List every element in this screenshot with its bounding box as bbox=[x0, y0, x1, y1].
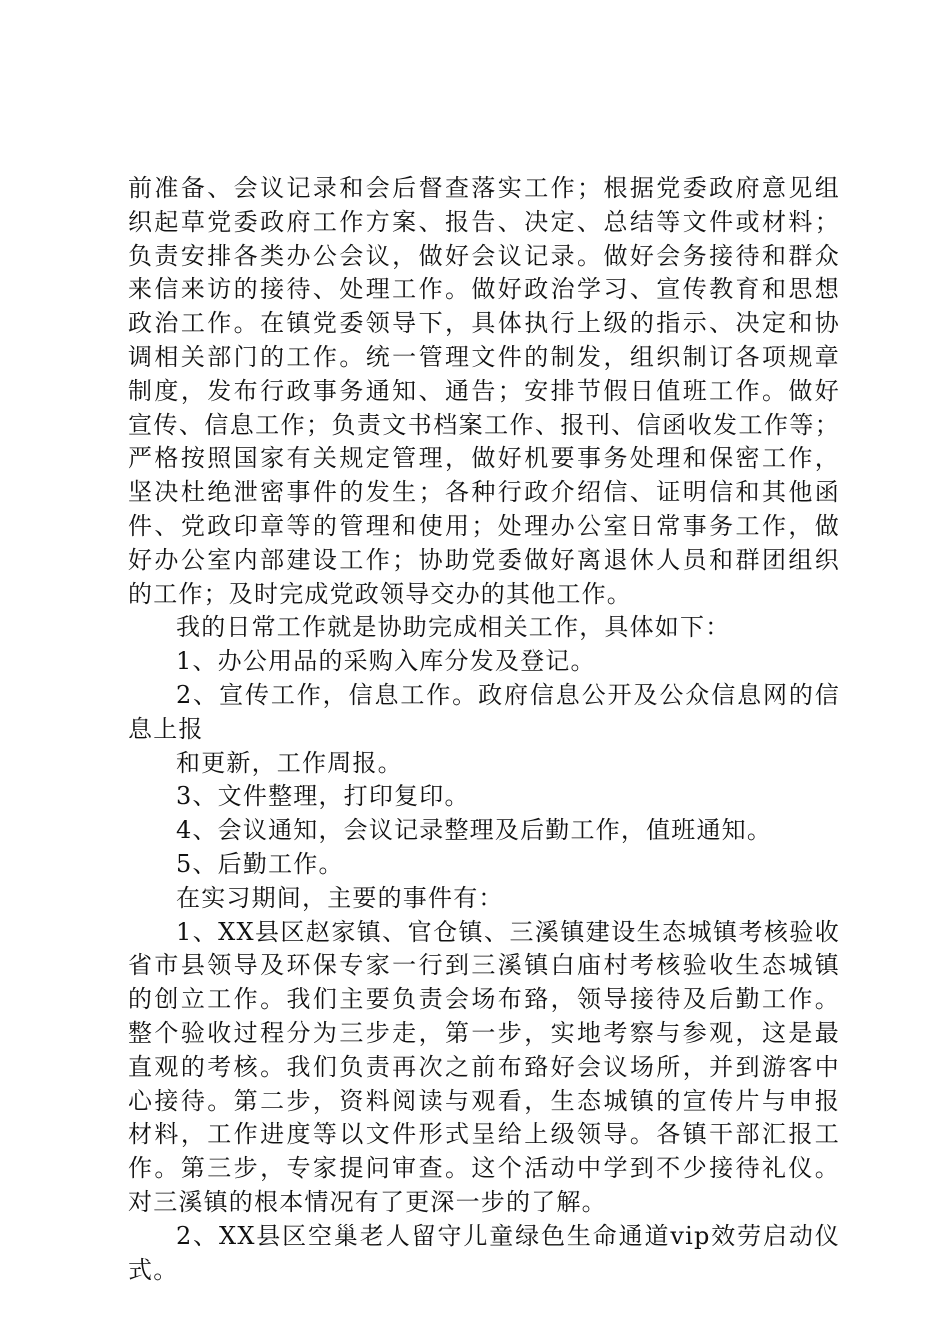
text-line: 严格按照国家有关规定管理，做好机要事务处理和保密工作， bbox=[128, 444, 840, 473]
text-line: 负责安排各类办公会议，做好会议记录。做好会务接待和群众 bbox=[128, 241, 840, 270]
text-line: 1、办公用品的采购入库分发及登记。 bbox=[176, 647, 596, 676]
text-line: 心接待。第二步，资料阅读与观看，生态城镇的宣传片与申报 bbox=[128, 1086, 840, 1115]
text-line: 我的日常工作就是协助完成相关工作，具体如下： bbox=[176, 613, 731, 642]
text-line: 调相关部门的工作。统一管理文件的制发，组织制订各项规章 bbox=[128, 342, 840, 371]
text-line: 政治工作。在镇党委领导下，具体执行上级的指示、决定和协 bbox=[128, 309, 840, 338]
text-line: 2、宣传工作，信息工作。政府信息公开及公众信息网的信 bbox=[176, 680, 840, 709]
text-line: 在实习期间，主要的事件有： bbox=[176, 883, 504, 912]
text-line: 织起草党委政府工作方案、报告、决定、总结等文件或材料； bbox=[128, 207, 840, 236]
text-line: 式。 bbox=[128, 1255, 179, 1284]
text-line: 宣传、信息工作；负责文书档案工作、报刊、信函收发工作等； bbox=[128, 410, 840, 439]
text-line: 好办公室内部建设工作；协助党委做好离退休人员和群团组织 bbox=[128, 545, 840, 574]
text-line: 坚决杜绝泄密事件的发生；各种行政介绍信、证明信和其他函 bbox=[128, 478, 840, 507]
text-line: 来信来访的接待、处理工作。做好政治学习、宣传教育和思想 bbox=[128, 275, 840, 304]
text-line: 材料，工作进度等以文件形式呈给上级领导。各镇干部汇报工 bbox=[128, 1120, 840, 1149]
text-line: 直观的考核。我们负责再次之前布臵好会议场所，并到游客中 bbox=[128, 1052, 840, 1081]
text-line: 5、后勤工作。 bbox=[176, 849, 344, 878]
text-line: 2、XX县区空巢老人留守儿童绿色生命通道vip效劳启动仪 bbox=[176, 1221, 840, 1250]
text-line: 对三溪镇的根本情况有了更深一步的了解。 bbox=[128, 1187, 607, 1216]
text-line: 制度，发布行政事务通知、通告；安排节假日值班工作。做好 bbox=[128, 376, 840, 405]
text-line: 的工作；及时完成党政领导交办的其他工作。 bbox=[128, 579, 632, 608]
text-line: 4、会议通知，会议记录整理及后勤工作，值班通知。 bbox=[176, 816, 773, 845]
document-body bbox=[128, 172, 840, 1287]
text-line: 作。第三步，专家提问审查。这个活动中学到不少接待礼仪。 bbox=[128, 1154, 840, 1183]
text-line: 省市县领导及环保专家一行到三溪镇白庙村考核验收生态城镇 bbox=[128, 951, 840, 980]
text-line: 3、文件整理，打印复印。 bbox=[176, 782, 470, 811]
text-line: 1、XX县区赵家镇、官仓镇、三溪镇建设生态城镇考核验收 bbox=[176, 917, 840, 946]
text-line: 息上报 bbox=[128, 714, 204, 743]
text-line: 的创立工作。我们主要负责会场布臵，领导接待及后勤工作。 bbox=[128, 985, 840, 1014]
text-line: 和更新，工作周报。 bbox=[176, 748, 403, 777]
text-line: 前准备、会议记录和会后督查落实工作；根据党委政府意见组 bbox=[128, 174, 840, 202]
text-line: 件、党政印章等的管理和使用；处理办公室日常事务工作，做 bbox=[128, 511, 840, 540]
text-line: 整个验收过程分为三步走，第一步，实地考察与参观，这是最 bbox=[128, 1018, 840, 1047]
